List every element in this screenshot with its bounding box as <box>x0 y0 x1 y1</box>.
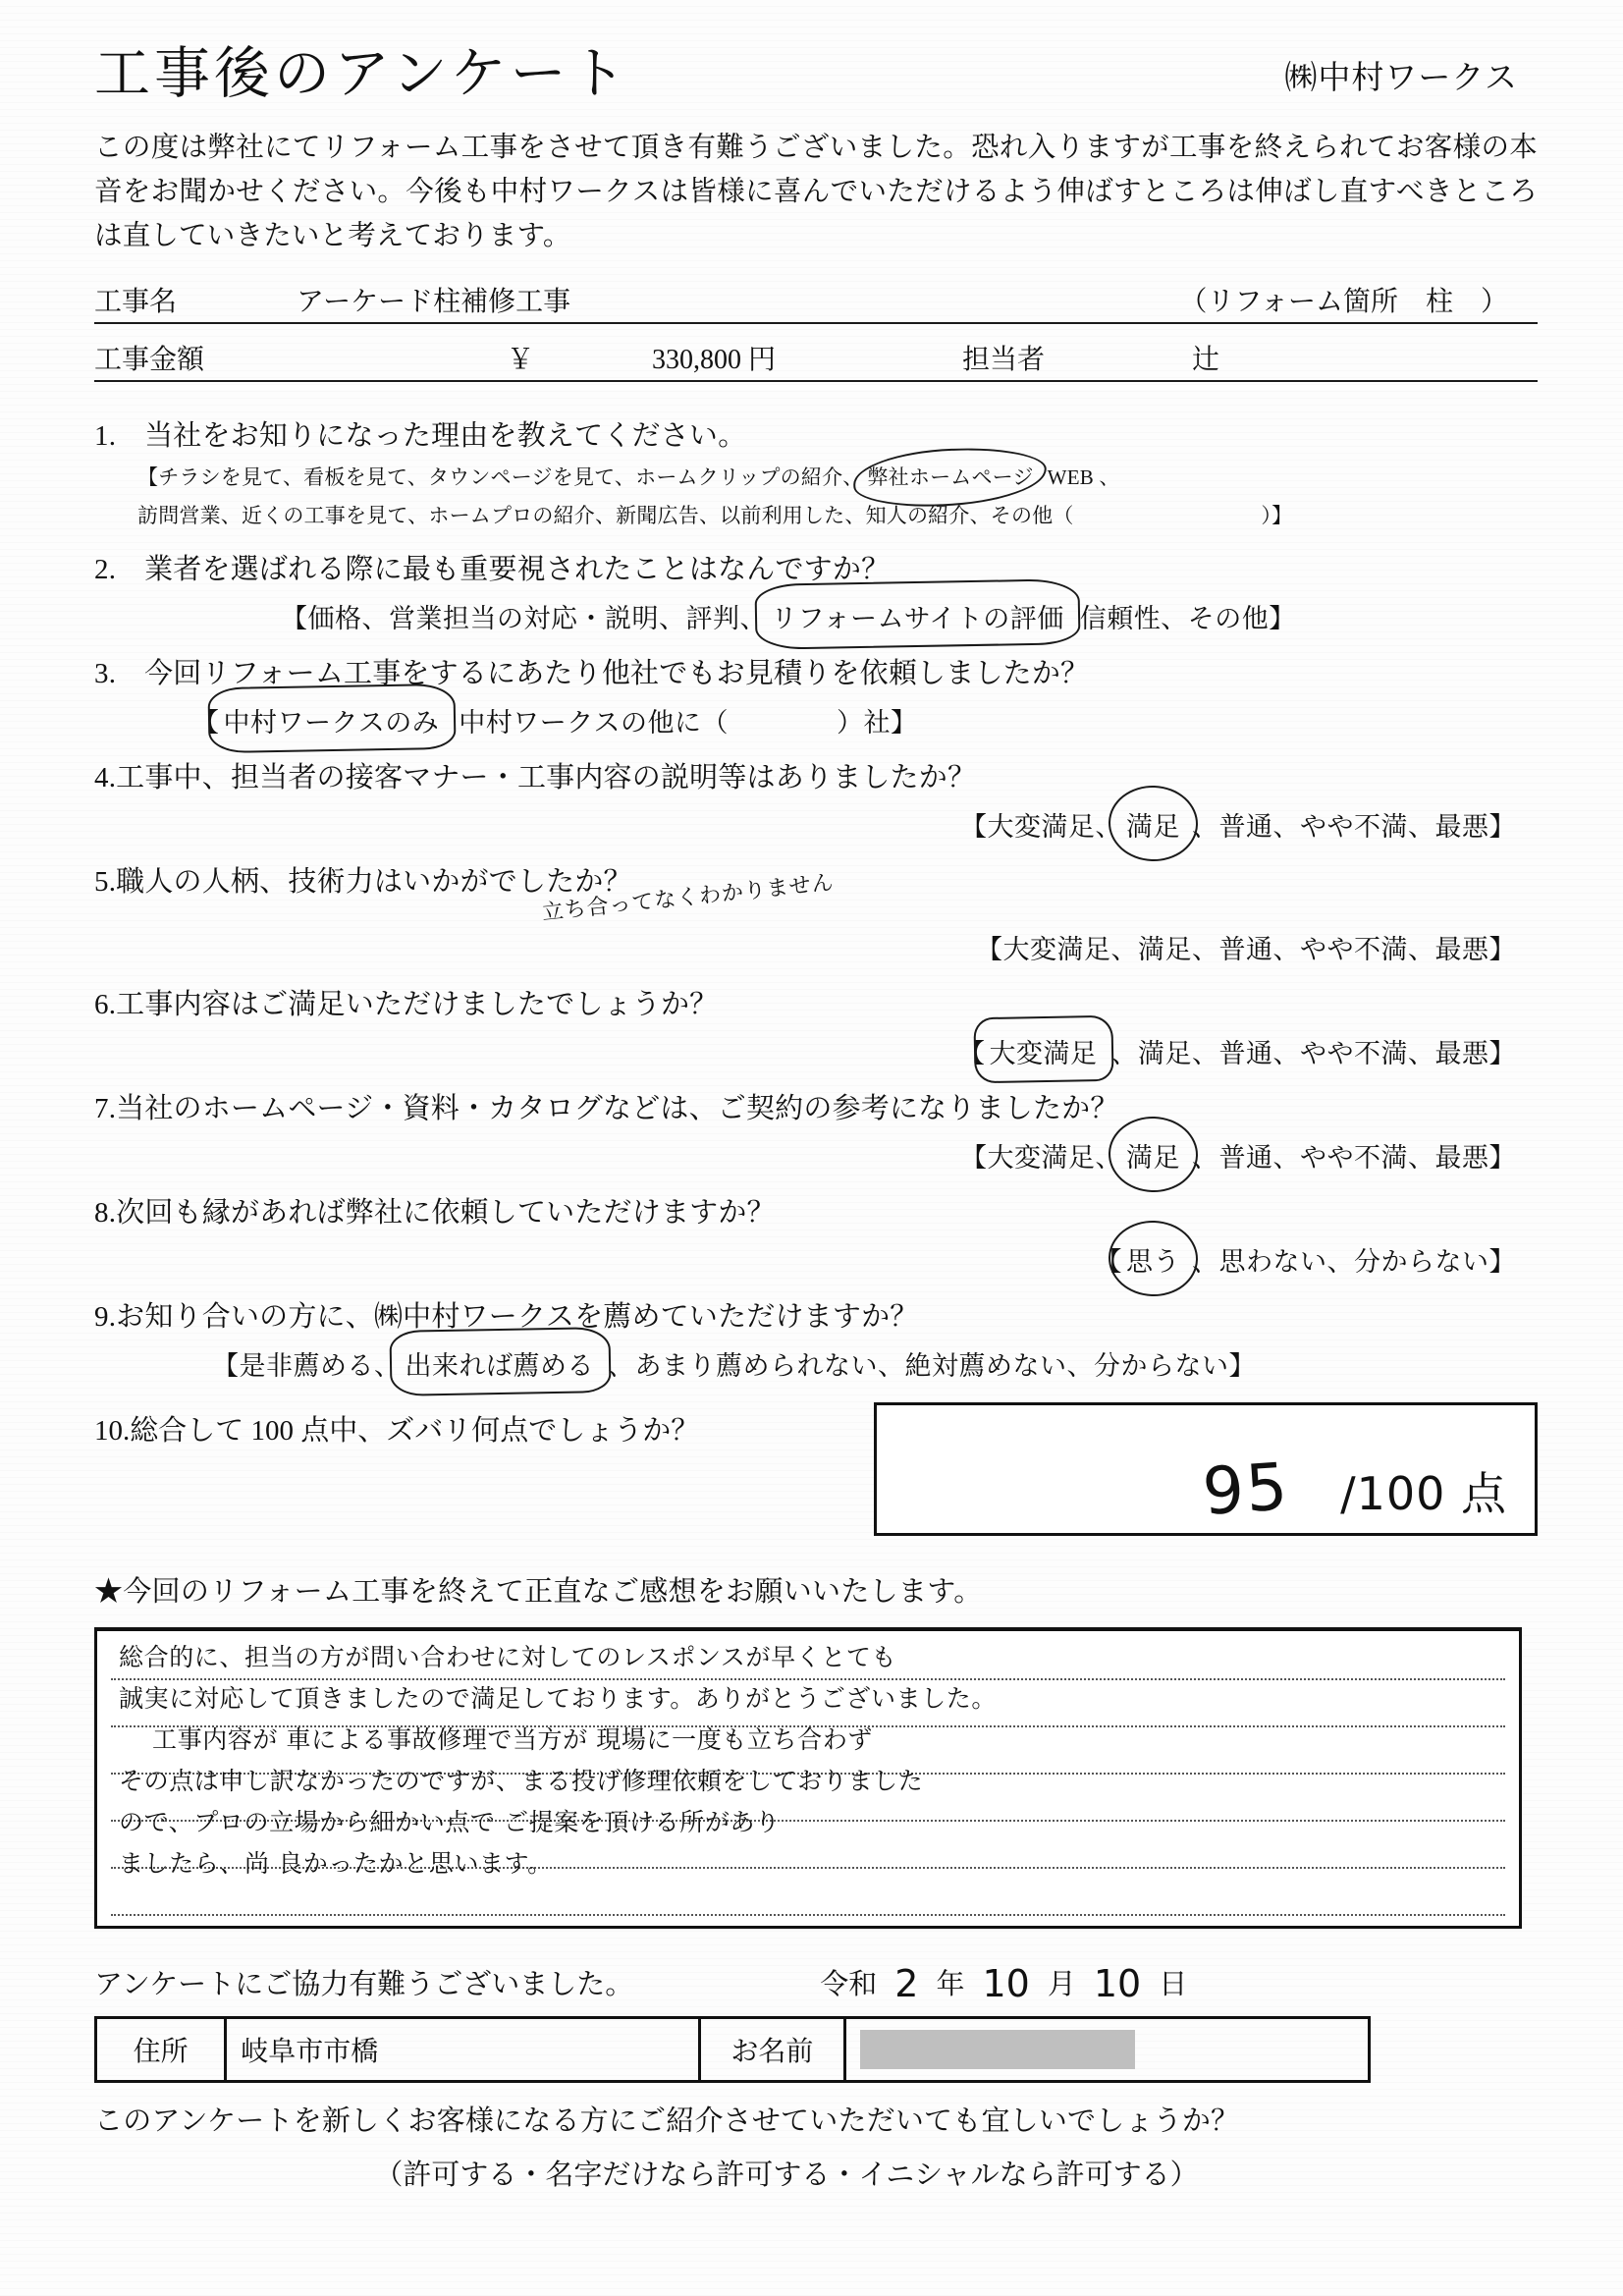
address-value[interactable]: 岐阜市市橋 <box>226 2018 700 2082</box>
staff-label: 担当者 <box>962 344 1046 375</box>
date-month-value: 10 <box>982 1962 1030 2006</box>
question-6-text <box>94 986 1538 1024</box>
question-6 <box>94 986 1538 1070</box>
q2-selected-option[interactable]: リフォームサイトの評価 <box>767 597 1068 635</box>
q9-options-post: 、あまり薦められない、絶対薦めない、分からない】 <box>608 1351 1256 1382</box>
question-10-text <box>94 1402 699 1449</box>
question-5-body: 職人の人柄、技術力はいかがでしたか？ <box>116 866 632 899</box>
q2-options-post: 信頼性、その他】 <box>1079 604 1296 634</box>
question-8-number: 8. <box>94 1196 117 1229</box>
comment-line: 誠実に対応して頂きましたので満足しております。ありがとうございました。 <box>119 1684 998 1714</box>
question-7-body: 当社のホームページ・資料・カタログなどは、ご契約の参考になりましたか？ <box>116 1092 1119 1124</box>
comment-line: ましたら、尚 良かったかと思います。 <box>119 1849 553 1879</box>
question-5-number: 5. <box>94 866 117 899</box>
question-8 <box>94 1194 1538 1279</box>
intro-paragraph: この度は弊社にてリフォーム工事をさせて頂き有難うございました。恐れ入りますが工事を終えられてお客様の本音をお聞かせください。今後も中村ワークスは皆様に喜んでいただけるよう伸ばすところは伸ばし直すべきところは直していきたいと考えております。 <box>94 132 1538 251</box>
question-9-text <box>94 1298 1538 1337</box>
q2-options-pre: 【価格、営業担当の対応・説明、評判、 <box>281 604 767 634</box>
year-unit: 年 <box>936 1969 965 2001</box>
company-name: ㈱中村ワークス <box>1284 60 1518 96</box>
question-7-number: 7. <box>94 1092 117 1124</box>
q3-selected-option[interactable]: 中村ワークスのみ <box>220 701 444 739</box>
project-name-value: アーケード柱補修工事 <box>297 286 571 317</box>
q1-options-pre: 【チラシを見て、看板を見て、タウンページを見て、ホームクリップの紹介、 <box>137 465 864 490</box>
q3-options-post: 中村ワークスの他に（ ）社】 <box>459 708 918 738</box>
question-3-text <box>94 655 1538 693</box>
era-label: 令和 <box>820 1969 878 2001</box>
q9-options-pre: 【是非薦める、 <box>212 1351 402 1382</box>
q6-selected-option[interactable]: 大変満足 <box>986 1032 1102 1070</box>
q7-options-post: 、普通、やや不満、最悪】 <box>1192 1142 1516 1173</box>
consent-question: このアンケートを新しくお客様になる方にご紹介させていただいても宜しいでしょうか？ <box>94 2105 1240 2138</box>
question-7-options <box>94 1136 1538 1175</box>
question-8-text <box>94 1194 1538 1232</box>
project-name-label: 工事名 <box>94 286 178 317</box>
question-4 <box>94 759 1538 844</box>
question-3-number: 3. <box>94 658 117 690</box>
question-10-body: 総合して 100 点中、ズバリ何点でしょうか？ <box>130 1415 700 1448</box>
question-5-handwritten-note: 立ち合ってなくわかりません <box>540 870 836 927</box>
q6-options-post: 、満足、普通、やや不満、最悪】 <box>1110 1038 1516 1068</box>
question-6-body: 工事内容はご満足いただけましたでしょうか？ <box>116 988 719 1020</box>
question-1-body: 当社をお知りになった理由を教えてください。 <box>144 419 747 452</box>
question-6-number: 6. <box>94 988 117 1020</box>
q6-options-pre: 【 <box>958 1038 986 1068</box>
staff-value: 辻 <box>1192 344 1220 375</box>
question-9-options <box>212 1344 1538 1383</box>
question-4-text <box>94 759 1538 797</box>
q4-options-post: 、普通、やや不満、最悪】 <box>1192 812 1516 843</box>
question-4-number: 4. <box>94 762 117 794</box>
comment-line: ので、プロの立場から細かい点で ご提案を頂ける所があり <box>119 1808 781 1837</box>
q8-options-pre: 【 <box>1095 1247 1122 1278</box>
question-4-options <box>94 805 1538 844</box>
comment-text <box>119 1637 1509 1885</box>
document-header <box>94 45 1538 104</box>
customer-info-table <box>94 2016 1371 2083</box>
question-2-options <box>281 597 1538 635</box>
redaction-block <box>860 2030 1135 2069</box>
comment-line: その点は申し訳なかったのですが、まる投げ修理依頼をしておりました <box>119 1767 924 1796</box>
score-value: 95 <box>1200 1449 1292 1531</box>
date-row <box>820 1962 1188 2006</box>
question-3-options <box>192 701 1538 739</box>
consent-options: （許可する・名字だけなら許可する・イニシャルなら許可する） <box>374 2159 1199 2192</box>
question-1-text <box>94 417 1538 456</box>
question-8-body: 次回も縁があれば弊社に依頼していただけますか？ <box>116 1196 776 1229</box>
question-9-body: お知り合いの方に、㈱中村ワークスを薦めていただけますか？ <box>116 1301 919 1334</box>
question-10-number: 10. <box>94 1415 131 1448</box>
question-1 <box>94 417 1538 531</box>
q4-options-pre: 【大変満足、 <box>960 812 1122 843</box>
question-2-text <box>94 551 1538 589</box>
name-label: お名前 <box>699 2018 844 2082</box>
question-8-options <box>94 1240 1538 1279</box>
question-1-options-line-1 <box>137 463 1538 494</box>
comment-box[interactable] <box>94 1627 1522 1929</box>
thanks-row <box>94 1962 1538 2006</box>
date-day-value: 10 <box>1093 1962 1142 2006</box>
question-5 <box>94 863 1538 965</box>
name-value[interactable] <box>845 2018 1370 2082</box>
question-7-text <box>94 1090 1538 1128</box>
q1-selected-option[interactable]: 弊社ホームページ <box>863 463 1037 494</box>
question-1-options-line-2: 訪問営業、近くの工事を見て、ホームプロの紹介、新聞広告、以前利用した、知人の紹介、その他（ ）】 <box>137 503 1293 527</box>
question-7 <box>94 1090 1538 1175</box>
q7-options-pre: 【大変満足、 <box>960 1142 1122 1173</box>
reform-location-note: （リフォーム箇所 柱 ） <box>1179 286 1508 317</box>
currency-symbol: ￥ <box>507 344 535 375</box>
table-row <box>96 2018 1370 2082</box>
question-9-number: 9. <box>94 1301 117 1334</box>
project-info <box>94 276 1538 382</box>
score-denominator: /100 点 <box>1340 1467 1507 1521</box>
question-5-options: 【大変満足、満足、普通、やや不満、最悪】 <box>976 934 1516 964</box>
q8-selected-option[interactable]: 思う <box>1122 1240 1184 1279</box>
comment-line: 総合的に、担当の方が問い合わせに対してのレスポンスが早くとても <box>119 1643 897 1672</box>
question-9 <box>94 1298 1538 1383</box>
question-6-options <box>94 1032 1538 1070</box>
q8-options-post: 、思わない、分からない】 <box>1192 1247 1516 1278</box>
month-unit: 月 <box>1047 1969 1076 2001</box>
question-10 <box>94 1402 1538 1536</box>
q7-selected-option[interactable]: 満足 <box>1122 1136 1184 1175</box>
project-name-row <box>94 276 1538 324</box>
question-3 <box>94 655 1538 739</box>
q4-selected-option[interactable]: 満足 <box>1122 805 1184 844</box>
score-box[interactable] <box>874 1402 1538 1536</box>
q9-selected-option[interactable]: 出来れば薦める <box>402 1344 599 1383</box>
thanks-text: アンケートにご協力有難うございました。 <box>94 1969 634 2001</box>
day-unit: 日 <box>1159 1969 1188 2001</box>
date-year-value: 2 <box>894 1962 919 2006</box>
question-1-number: 1. <box>94 419 117 452</box>
q1-options-post: WEB 、 <box>1047 465 1120 490</box>
question-4-body: 工事中、担当者の接客マナー・工事内容の説明等はありましたか？ <box>116 762 977 794</box>
page-title: 工事後のアンケート <box>94 43 630 105</box>
q3-options-pre: 【 <box>192 708 220 738</box>
question-2 <box>94 551 1538 635</box>
comment-prompt: ★今回のリフォーム工事を終えて正直なご感想をお願いいたします。 <box>94 1576 983 1609</box>
amount-value: 330,800 円 <box>652 344 777 375</box>
question-2-number: 2. <box>94 554 117 586</box>
question-2-body: 業者を選ばれる際に最も重要視されたことはなんですか？ <box>144 554 891 586</box>
amount-label: 工事金額 <box>94 344 205 375</box>
question-3-body: 今回リフォーム工事をするにあたり他社でもお見積りを依頼しましたか？ <box>144 658 1090 690</box>
project-amount-row <box>94 334 1538 382</box>
address-label: 住所 <box>96 2018 226 2082</box>
comment-line: 工事内容が 車による事故修理で当方が 現場に一度も立ち合わず <box>152 1725 873 1755</box>
